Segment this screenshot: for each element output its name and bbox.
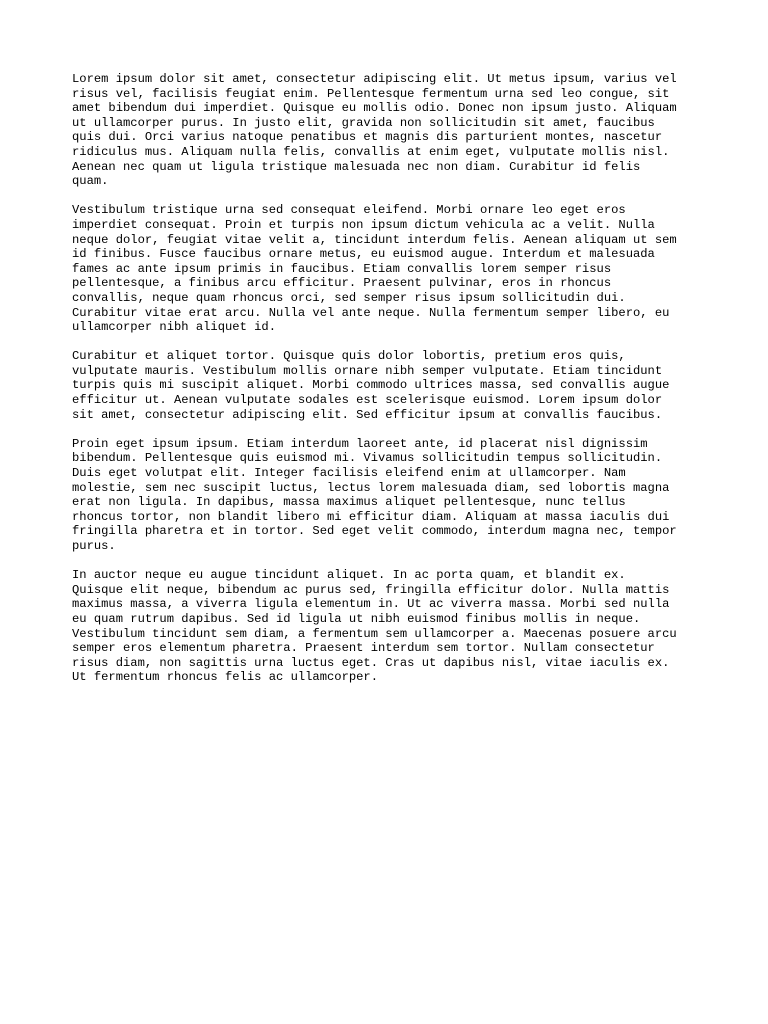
paragraph-2: Vestibulum tristique urna sed consequat eleifend. Morbi ornare leo eget eros imperdiet consequat. Proin et turpis non ipsum dictum vehicula ac a velit. Nulla neque dolor, feugiat vitae velit a, tincidunt interdum felis. Aenean aliquam ut sem id finibus. Fusce faucibus ornare metus, eu euismod augue. Interdum et malesuada fames ac ante ipsum primis in faucibus. Etiam convallis lorem semper risus pellentesque, a finibus arcu efficitur. Praesent pulvinar, eros in rhoncus convallis, neque quam rhoncus orci, sed semper risus ipsum sollicitudin dui. Curabitur vitae erat arcu. Nulla vel ante neque. Nulla fermentum semper libero, eu ullamcorper nibh aliquet id.: [72, 203, 677, 335]
paragraph-1: Lorem ipsum dolor sit amet, consectetur adipiscing elit. Ut metus ipsum, varius vel risus vel, facilisis feugiat enim. Pellentesque fermentum urna sed leo congue, sit amet bibendum dui imperdiet. Quisque eu mollis odio. Donec non ipsum justo. Aliquam ut ullamcorper purus. In justo elit, gravida non sollicitudin sit amet, faucibus quis dui. Orci varius natoque penatibus et magnis dis parturient montes, nascetur ridiculus mus. Aliquam nulla felis, convallis at enim eget, vulputate mollis nisl. Aenean nec quam ut ligula tristique malesuada nec non diam. Curabitur id felis quam.: [72, 72, 677, 189]
paragraph-3: Curabitur et aliquet tortor. Quisque quis dolor lobortis, pretium eros quis, vulputate mauris. Vestibulum mollis ornare nibh semper vulputate. Etiam tincidunt turpis quis mi suscipit aliquet. Morbi commodo ultrices massa, sed convallis augue efficitur ut. Aenean vulputate sodales est scelerisque euismod. Lorem ipsum dolor sit amet, consectetur adipiscing elit. Sed efficitur ipsum at convallis faucibus.: [72, 349, 670, 422]
document-body: [72, 72, 702, 700]
paragraph-4: Proin eget ipsum ipsum. Etiam interdum laoreet ante, id placerat nisl dignissim bibendum. Pellentesque quis euismod mi. Vivamus sollicitudin tempus sollicitudin. Duis eget volutpat elit. Integer facilisis eleifend enim at ullamcorper. Nam molestie, sem nec suscipit luctus, lectus lorem malesuada diam, sed lobortis magna erat non ligula. In dapibus, massa maximus aliquet pellentesque, nunc tellus rhoncus tortor, non blandit libero mi efficitur diam. Aliquam at massa iaculis dui fringilla pharetra et in tortor. Sed eget velit commodo, interdum magna nec, tempor purus.: [72, 436, 677, 553]
paragraph-5: In auctor neque eu augue tincidunt aliquet. In ac porta quam, et blandit ex. Quisque elit neque, bibendum ac purus sed, fringilla efficitur dolor. Nulla mattis maximus massa, a viverra ligula elementum in. Ut ac viverra massa. Morbi sed nulla eu quam rutrum dapibus. Sed id ligula ut nibh euismod finibus mollis in neque. Vestibulum tincidunt sem diam, a fermentum sem ullamcorper a. Maecenas posuere arcu semper eros elementum pharetra. Praesent interdum sem tortor. Nullam consectetur risus diam, non sagittis urna luctus eget. Cras ut dapibus nisl, vitae iaculis ex. Ut fermentum rhoncus felis ac ullamcorper.: [72, 568, 677, 685]
